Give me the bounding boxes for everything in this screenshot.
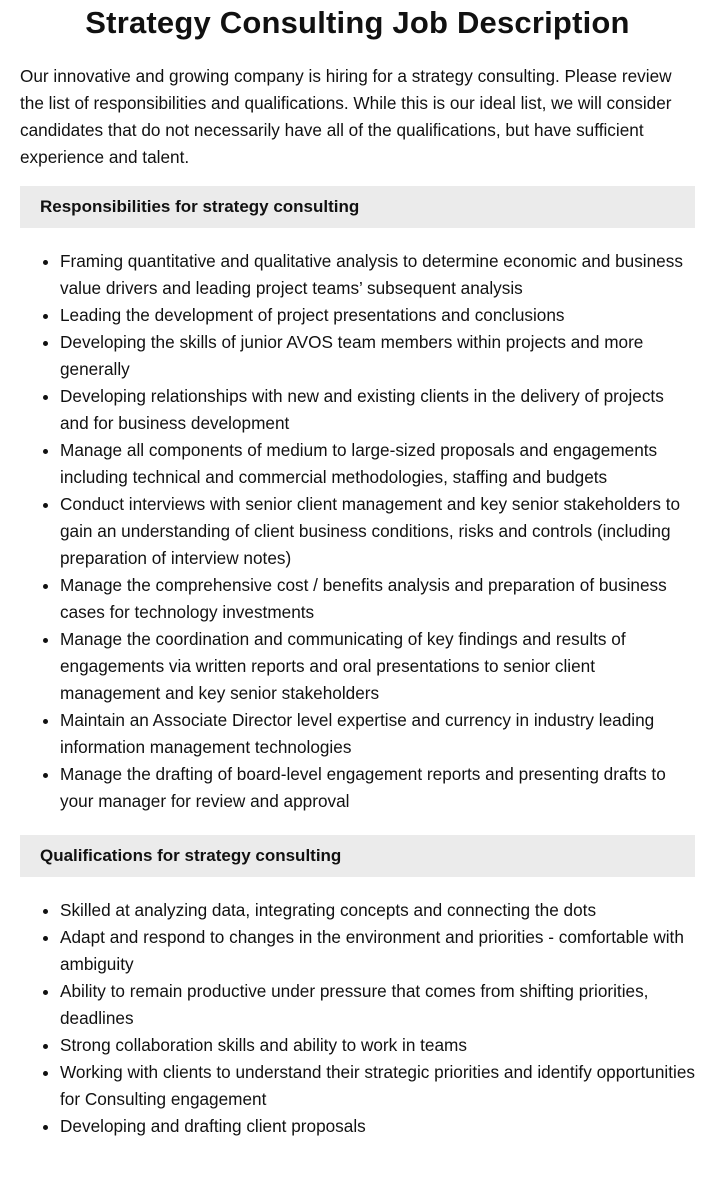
list-item: • Skilled at analyzing data, integrating concepts and connecting the dots — [60, 897, 695, 924]
list-item: • Developing and drafting client proposals — [60, 1113, 695, 1140]
list-item: • Leading the development of project presentations and conclusions — [60, 302, 695, 329]
list-item: • Adapt and respond to changes in the environment and priorities - comfortable with ambiguity — [60, 924, 695, 978]
list-item: • Manage the drafting of board-level engagement reports and presenting drafts to your manager for review and approval — [60, 761, 695, 815]
list-item: • Maintain an Associate Director level expertise and currency in industry leading information management technologies — [60, 707, 695, 761]
list-item: • Framing quantitative and qualitative analysis to determine economic and business value drivers and leading project teams’ subsequent analysis — [60, 248, 695, 302]
list-item: • Manage the coordination and communicating of key findings and results of engagements via written reports and oral presentations to senior client management and key senior stakeholders — [60, 626, 695, 707]
list-item: • Manage all components of medium to large-sized proposals and engagements including technical and commercial methodologies, staffing and budgets — [60, 437, 695, 491]
responsibilities-heading: Responsibilities for strategy consulting — [20, 186, 695, 228]
list-item: • Developing the skills of junior AVOS team members within projects and more generally — [60, 329, 695, 383]
responsibilities-list — [20, 248, 695, 815]
list-item: • Strong collaboration skills and ability to work in teams — [60, 1032, 695, 1059]
list-item: • Conduct interviews with senior client management and key senior stakeholders to gain an understanding of client business conditions, risks and controls (including preparation of interview notes) — [60, 491, 695, 572]
qualifications-heading: Qualifications for strategy consulting — [20, 835, 695, 877]
list-item: • Ability to remain productive under pressure that comes from shifting priorities, deadlines — [60, 978, 695, 1032]
qualifications-list — [20, 897, 695, 1140]
list-item: • Working with clients to understand their strategic priorities and identify opportunities for Consulting engagement — [60, 1059, 695, 1113]
list-item: • Developing relationships with new and existing clients in the delivery of projects and for business development — [60, 383, 695, 437]
page-title: Strategy Consulting Job Description — [85, 5, 630, 40]
list-item: • Manage the comprehensive cost / benefits analysis and preparation of business cases for technology investments — [60, 572, 695, 626]
intro-paragraph: Our innovative and growing company is hiring for a strategy consulting. Please review the list of responsibilities and qualifications. While this is our ideal list, we will consider candidates that do not necessarily have all of the qualifications, but have sufficient experience and talent. — [20, 66, 672, 167]
